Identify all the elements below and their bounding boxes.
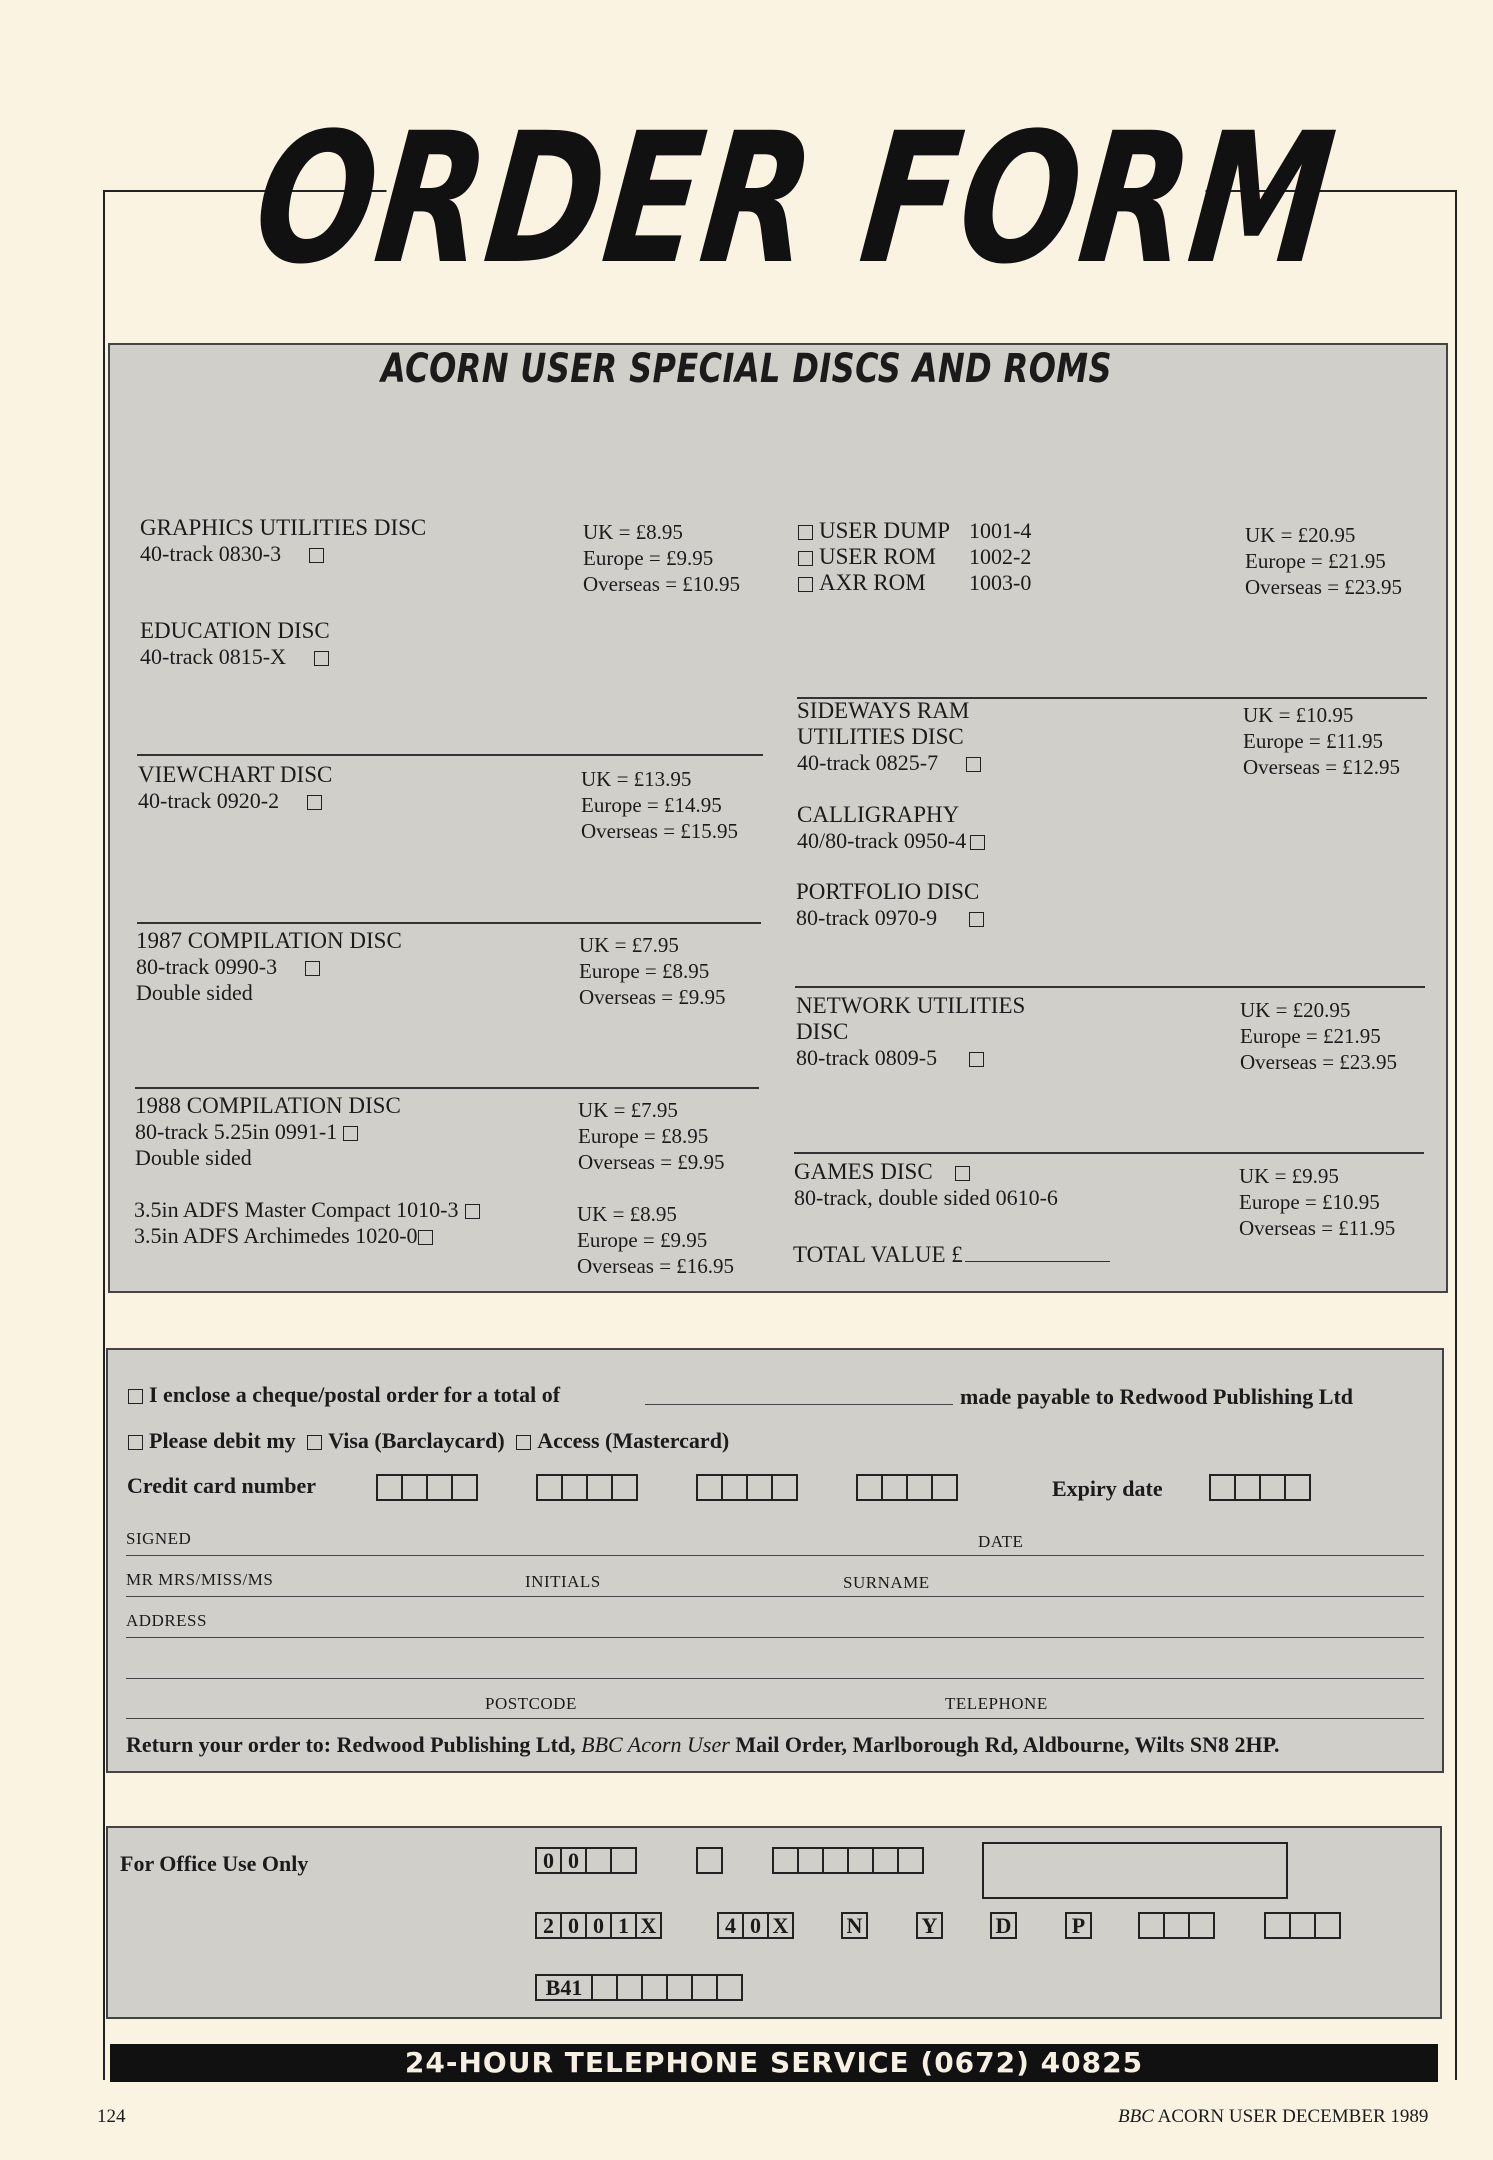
rom-list: USER DUMP 1001-4 USER ROM 1002-2 AXR ROM 1003-0 xyxy=(798,518,1031,596)
office-letter-n: N xyxy=(843,1912,868,1939)
cheque-row: I enclose a cheque/postal order for a total of xyxy=(128,1382,560,1408)
telephone-label: TELEPHONE xyxy=(945,1694,1048,1713)
price-group: UK = £20.95 Europe = £21.95 Overseas = £23.95 xyxy=(1240,998,1398,1074)
divider xyxy=(137,922,761,924)
card-number-group-1[interactable] xyxy=(378,1474,478,1501)
product-education: EDUCATION DISC 40-track 0815-X xyxy=(140,618,330,669)
checkbox[interactable] xyxy=(798,525,813,540)
office-code-row1b xyxy=(774,1847,924,1874)
product-1988-compilation: 1988 COMPILATION DISC 80-track 5.25in 0991-1 Double sided xyxy=(135,1093,401,1170)
product-sideways-ram: SIDEWAYS RAM UTILITIES DISC 40-track 0825-7 xyxy=(797,698,987,776)
signed-label: SIGNED xyxy=(126,1529,192,1548)
product-1987-compilation: 1987 COMPILATION DISC 80-track 0990-3 Double sided xyxy=(136,928,402,1005)
footer-credit: BBC ACORN USER DECEMBER 1989 xyxy=(1118,2106,1429,2127)
surname-label: SURNAME xyxy=(843,1573,930,1592)
checkbox[interactable] xyxy=(343,1126,358,1141)
postcode-line[interactable] xyxy=(126,1718,1424,1719)
office-box-triple-2 xyxy=(1266,1912,1341,1939)
checkbox[interactable] xyxy=(969,1052,984,1067)
price-group: UK = £20.95 Europe = £21.95 Overseas = £23.95 xyxy=(1245,523,1403,599)
expiry-date-boxes[interactable] xyxy=(1211,1474,1311,1501)
payment-panel xyxy=(106,1348,1444,1773)
date-label: DATE xyxy=(978,1532,1024,1551)
total-value-field[interactable] xyxy=(965,1261,1110,1262)
product-adfs: 3.5in ADFS Master Compact 1010-3 3.5in ADFS Archimedes 1020-0 xyxy=(134,1197,486,1249)
office-code-row2b: 4 0 X xyxy=(719,1912,794,1939)
address-line-2[interactable] xyxy=(126,1678,1424,1679)
return-address: Return your order to: Redwood Publishing Ltd, BBC Acorn User Mail Order, Marlborough Rd, Aldbourne, Wilts SN8 2HP. xyxy=(126,1732,1280,1757)
checkbox[interactable] xyxy=(969,912,984,927)
page-title: ORDER FORM xyxy=(245,95,1345,304)
checkbox[interactable] xyxy=(966,757,981,772)
office-box-triple-1 xyxy=(1140,1912,1215,1939)
cheque-checkbox[interactable] xyxy=(128,1389,143,1404)
card-number-group-2[interactable] xyxy=(538,1474,638,1501)
checkbox[interactable] xyxy=(970,835,985,850)
checkbox[interactable] xyxy=(798,551,813,566)
page-number: 124 xyxy=(97,2106,126,2127)
cheque-amount-line[interactable] xyxy=(645,1404,953,1405)
price-group: UK = £9.95 Europe = £10.95 Overseas = £11.95 xyxy=(1239,1164,1396,1240)
checkbox[interactable] xyxy=(307,795,322,810)
debit-checkbox[interactable] xyxy=(128,1435,143,1450)
signed-line[interactable] xyxy=(126,1555,1424,1556)
section-title: ACORN USER SPECIAL DISCS AND ROMS xyxy=(381,346,1112,392)
visa-checkbox[interactable] xyxy=(307,1435,322,1450)
price-group: UK = £7.95 Europe = £8.95 Overseas = £9.95 xyxy=(578,1098,725,1174)
product-viewchart: VIEWCHART DISC 40-track 0920-2 xyxy=(138,762,333,813)
price-group: UK = £13.95 Europe = £14.95 Overseas = £15.95 xyxy=(581,767,739,843)
divider xyxy=(135,1087,759,1089)
expiry-label: Expiry date xyxy=(1052,1476,1163,1501)
product-graphics-utilities: GRAPHICS UTILITIES DISC 40-track 0830-3 xyxy=(140,515,427,566)
checkbox[interactable] xyxy=(955,1166,970,1181)
telephone-banner: 24-HOUR TELEPHONE SERVICE (0672) 40825 xyxy=(110,2044,1438,2082)
product-portfolio: PORTFOLIO DISC 80-track 0970-9 xyxy=(796,879,990,931)
price-group: UK = £7.95 Europe = £8.95 Overseas = £9.95 xyxy=(579,933,726,1009)
office-large-box xyxy=(982,1842,1288,1899)
access-checkbox[interactable] xyxy=(516,1435,531,1450)
product-calligraphy: CALLIGRAPHY 40/80-track 0950-4 xyxy=(797,802,991,854)
office-code-row2: 2 0 0 1 X xyxy=(537,1912,662,1939)
total-value: TOTAL VALUE £ xyxy=(793,1242,1110,1268)
office-code-row3: B41 xyxy=(537,1974,743,2001)
address-line-1[interactable] xyxy=(126,1637,1424,1638)
address-label: ADDRESS xyxy=(126,1611,207,1630)
divider xyxy=(794,1152,1424,1154)
card-number-label: Credit card number xyxy=(127,1473,317,1498)
office-code-row1: 0 0 xyxy=(537,1847,637,1874)
checkbox[interactable] xyxy=(309,548,324,563)
checkbox[interactable] xyxy=(305,961,320,976)
price-group: UK = £8.95 Europe = £9.95 Overseas = £10.95 xyxy=(583,520,741,596)
office-letter-d: D xyxy=(992,1912,1017,1939)
divider xyxy=(137,754,763,756)
product-network-utilities: NETWORK UTILITIES DISC 80-track 0809-5 xyxy=(796,993,1026,1070)
name-line[interactable] xyxy=(126,1596,1424,1597)
checkbox[interactable] xyxy=(798,577,813,592)
divider xyxy=(795,986,1425,988)
debit-row: Please debit my Visa (Barclaycard) Access (Mastercard) xyxy=(128,1428,729,1454)
checkbox[interactable] xyxy=(465,1204,480,1219)
office-letter-y: Y xyxy=(918,1912,943,1939)
card-number-group-4[interactable] xyxy=(858,1474,958,1501)
price-group: UK = £8.95 Europe = £9.95 Overseas = £16.95 xyxy=(577,1202,735,1278)
card-number-group-3[interactable] xyxy=(698,1474,798,1501)
office-box xyxy=(698,1847,723,1874)
office-label: For Office Use Only xyxy=(120,1851,309,1876)
checkbox[interactable] xyxy=(418,1230,433,1245)
checkbox[interactable] xyxy=(314,651,329,666)
payable-text: made payable to Redwood Publishing Ltd xyxy=(960,1384,1354,1409)
office-letter-p: P xyxy=(1067,1912,1092,1939)
title-label: MR MRS/MISS/MS xyxy=(126,1570,274,1589)
price-group: UK = £10.95 Europe = £11.95 Overseas = £12.95 xyxy=(1243,703,1401,779)
postcode-label: POSTCODE xyxy=(485,1694,577,1713)
product-games: GAMES DISC 80-track, double sided 0610-6 xyxy=(794,1159,1058,1210)
initials-label: INITIALS xyxy=(525,1572,601,1591)
